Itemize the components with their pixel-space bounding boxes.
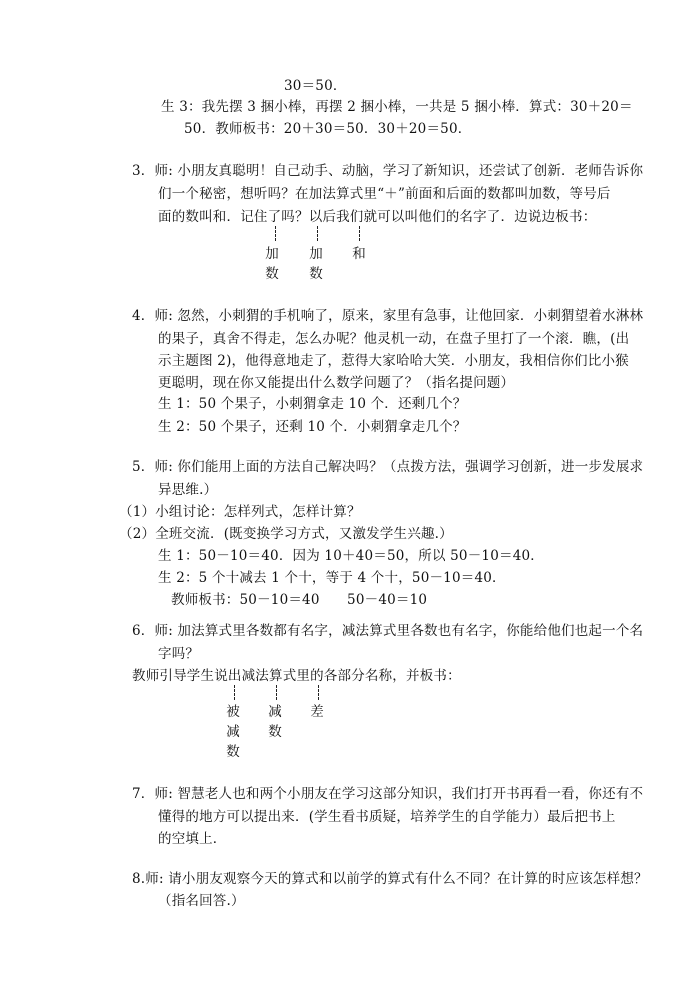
vertical-label: 和: [352, 246, 366, 262]
text-line: 8.师: 请小朋友观察今天的算式和以前学的算式有什么不同？在计算的时应该怎样想？: [132, 871, 648, 887]
text-line: 生 1：50－10＝40．因为 10＋40＝50，所以 50－10＝40．: [158, 548, 544, 564]
text-line: 3．师: 小朋友真聪明！自己动手、动脑，学习了新知识，还尝试了创新．老师告诉你: [132, 163, 644, 179]
vertical-label: 加数: [309, 246, 323, 282]
text-line: （1）小组讨论：怎样列式，怎样计算？: [119, 504, 361, 520]
dashed-pointer: [317, 226, 318, 241]
vertical-label: 加数: [265, 246, 279, 282]
text-line: 更聪明，现在你又能提出什么数学问题了？（指名提问题）: [158, 375, 515, 391]
text-line: （指名回答.）: [158, 893, 245, 909]
text-line: 50．教师板书：20＋30＝50．30＋20＝50．: [184, 121, 472, 137]
text-line: 示主题图 2)，他得意地走了，惹得大家哈哈大笑．小朋友，我相信你们比小猴: [158, 353, 629, 369]
text-line: 异思维.）: [158, 482, 218, 498]
text-line: 4．师: 忽然，小刺猬的手机响了，原来，家里有急事，让他回家．小刺猬望着水淋林: [132, 308, 644, 324]
text-line: 30＝50．: [284, 78, 347, 94]
text-line: 6．师: 加法算式里各数都有名字，减法算式里各数也有名字，你能给他们也起一个名: [132, 623, 644, 639]
dashed-pointer: [275, 226, 276, 241]
dashed-pointer: [276, 685, 277, 700]
vertical-label: 差: [310, 704, 324, 720]
text-line: 教师板书：50－10＝40 50－40＝10: [171, 592, 428, 608]
dashed-pointer: [318, 685, 319, 700]
text-line: 字吗？: [158, 646, 200, 662]
text-line: 的果子，真舍不得走，怎么办呢？他灵机一动，在盘子里打了一个滚．瞧，(出: [158, 331, 630, 347]
dashed-pointer: [359, 226, 360, 241]
text-line: 生 1：50 个果子，小刺猬拿走 10 个．还剩几个？: [158, 396, 467, 412]
text-line: （2）全班交流．(既变换学习方式，又激发学生兴趣.）: [119, 526, 453, 542]
text-line: 懂得的地方可以提出来．(学生看书质疑，培养学生的自学能力）最后把书上: [158, 809, 616, 825]
text-line: 的空填上．: [158, 831, 227, 847]
text-line: 们一个秘密，想听吗？在加法算式里“＋”前面和后面的数都叫加数，等号后: [158, 186, 611, 202]
text-line: 7．师: 智慧老人也和两个小朋友在学习这部分知识，我们打开书再看一看，你还有不: [132, 786, 644, 802]
text-line: 教师引导学生说出减法算式里的各部分名称，并板书：: [132, 668, 461, 684]
text-line: 面的数叫和．记住了吗？以后我们就可以叫他们的名字了．边说边板书：: [158, 209, 597, 225]
text-line: 生 2：50 个果子，还剩 10 个．小刺猬拿走几个？: [158, 419, 467, 435]
text-line: 生 2：5 个十减去 1 个十，等于 4 个十，50－10＝40．: [158, 570, 506, 586]
dashed-pointer: [234, 685, 235, 700]
text-line: 生 3：我先摆 3 捆小棒，再摆 2 捆小棒，一共是 5 捆小棒．算式：30＋20＝: [161, 99, 633, 115]
vertical-label: 减数: [268, 704, 282, 740]
vertical-label: 被减数: [226, 704, 240, 760]
text-line: 5．师: 你们能用上面的方法自己解决吗？（点拨方法，强调学习创新，进一步发展求: [132, 459, 644, 475]
